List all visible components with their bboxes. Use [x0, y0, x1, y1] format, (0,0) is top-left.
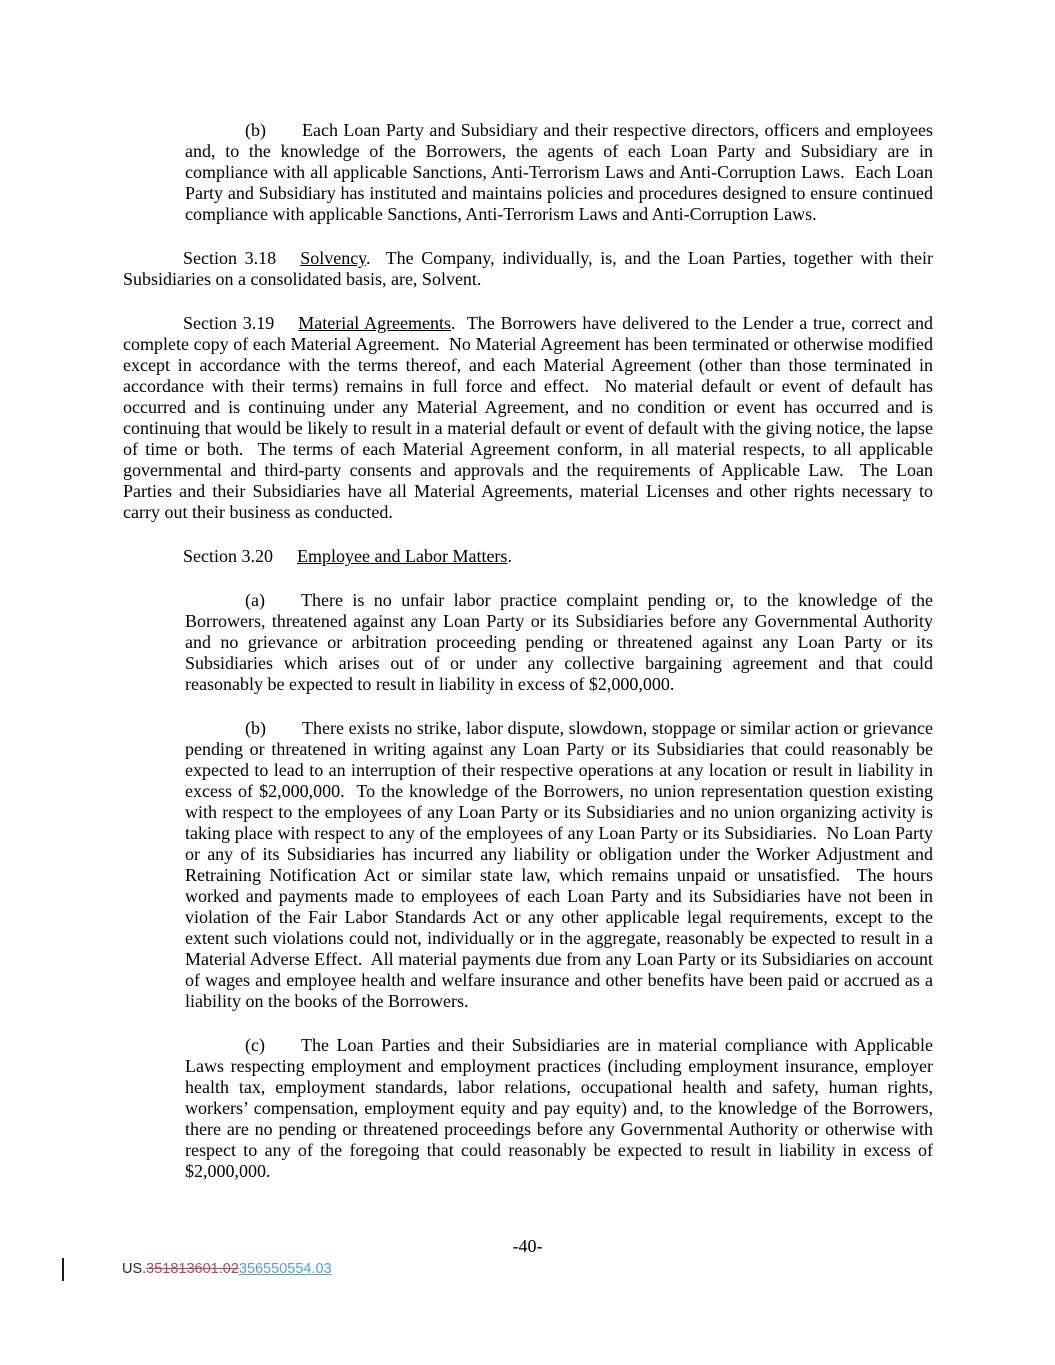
paragraph-text: The Company, individually, is, and the Loan Parties, together with their Subsidiaries on a consolidated basis, are, Solvent.: [123, 248, 933, 289]
sub-paragraph: [123, 590, 933, 695]
document-body: [123, 120, 933, 1205]
paragraph-label: (b): [245, 718, 266, 738]
paragraph-label: (a): [245, 590, 265, 610]
paragraph-text: There exists no strike, labor dispute, slowdown, stoppage or similar action or grievance pending or threatened in writing against any Loan Party or its Subsidiaries that could reasonably be expected to lead to an interruption of their respective operations at any location or result in liability in excess of $2,000,000. To the knowledge of the Borrowers, no union representation question existing with respect to the employees of any Loan Party or its Subsidiaries and no union organizing activity is taking place with respect to any of the employees of any Loan Party or its Subsidiaries. No Loan Party or any of its Subsidiaries has incurred any liability or obligation under the Worker Adjustment and Retraining Notification Act or similar state law, which remains unpaid or unsatisfied. The hours worked and payments made to employees of each Loan Party and its Subsidiaries have not been in violation of the Fair Labor Standards Act or any other applicable legal requirements, except to the extent such violations could not, individually or in the aggregate, reasonably be expected to result in a Material Adverse Effect. All material payments due from any Loan Party or its Subsidiaries on account of wages and employee health and welfare insurance and other benefits have been paid or accrued as a liability on the books of the Borrowers.: [185, 718, 933, 1011]
paragraph-label: Section 3.18: [183, 248, 277, 268]
sub-paragraph: [123, 718, 933, 1012]
page-number: -40-: [512, 1236, 543, 1256]
paragraph-text: There is no unfair labor practice complaint pending or, to the knowledge of the Borrowers, threatened against any Loan Party or its Subsidiaries before any Governmental Authority and no grievance or arbitration proceeding pending or threatened against any Loan Party or its Subsidiaries which arises out of or under any collective bargaining agreement and that could reasonably be expected to result in liability in excess of $2,000,000.: [185, 590, 933, 694]
revision-change-bar-icon: [62, 1258, 64, 1281]
doc-id-inserted-number: 356550554.03: [238, 1261, 332, 1277]
paragraph-label: Section 3.20: [183, 546, 273, 566]
section-paragraph: Section 3.19 Material Agreements. The Borrowers have delivered to the Lender a true, correct and complete copy of each Material Agreement. No Material Agreement has been terminated or otherwise modified except in accordance with the terms thereof, and each Material Agreement (other than those terminated in accordance with their terms) remains in full force and effect. No material default or event of default has occurred and is continuing under any Material Agreement, and no condition or event has occurred and is continuing that would be likely to result in a material default or event of default with the giving notice, the lapse of time or both. The terms of each Material Agreement conform, in all material respects, to all applicable governmental and third-party consents and approvals and the requirements of Applicable Law. The Loan Parties and their Subsidiaries have all Material Agreements, material Licenses and other rights necessary to carry out their business as conducted.: [123, 313, 934, 522]
paragraph-label: (c): [245, 1035, 265, 1055]
paragraph-text: The Borrowers have delivered to the Lender a true, correct and complete copy of each Material Agreement. No Material Agreement has been terminated or otherwise modified except in accordance with the terms thereof, and each Material Agreement (other than those terminated in accordance with their terms) remains in full force and effect. No material default or event of default has occurred and is continuing under any Material Agreement, and no condition or event has occurred and is continuing that would be likely to result in a material default or event of default with the giving notice, the lapse of time or both. The terms of each Material Agreement conform, in all material respects, to all applicable governmental and third-party consents and approvals and the requirements of Applicable Law. The Loan Parties and their Subsidiaries have all Material Agreements, material Licenses and other rights necessary to carry out their business as conducted.: [123, 313, 934, 522]
paragraph-label: Section 3.19: [183, 313, 275, 333]
section-heading: Solvency: [300, 248, 367, 268]
section-paragraph: Section 3.20 Employee and Labor Matters.: [183, 546, 512, 566]
paragraph-label: (b): [245, 120, 266, 140]
document-id-footer: [122, 1261, 332, 1277]
section-heading: Employee and Labor Matters: [297, 546, 508, 566]
section-heading: Material Agreements: [298, 313, 452, 333]
paragraph-text: The Loan Parties and their Subsidiaries are in material compliance with Applicable Laws respecting employment and employment practices (including employment insurance, employer health tax, employment standards, labor relations, occupational health and safety, human rights, workers’ compensation, employment equity and pay equity) and, to the knowledge of the Borrowers, there are no pending or threatened proceedings before any Governmental Authority or otherwise with respect to any of the foregoing that could reasonably be expected to result in liability in excess of $2,000,000.: [185, 1035, 933, 1181]
section-paragraph: Section 3.18 Solvency. The Company, individually, is, and the Loan Parties, together with their Subsidiaries on a consolidated basis, are, Solvent.: [123, 248, 933, 289]
paragraph-text: Each Loan Party and Subsidiary and their respective directors, officers and employees and, to the knowledge of the Borrowers, the agents of each Loan Party and Subsidiary are in compliance with all applicable Sanctions, Anti-Terrorism Laws and Anti-Corruption Laws. Each Loan Party and Subsidiary has instituted and maintains policies and procedures designed to ensure continued compliance with applicable Sanctions, Anti-Terrorism Laws and Anti-Corruption Laws.: [185, 120, 933, 224]
sub-paragraph: [123, 120, 933, 225]
doc-id-prefix: US.: [122, 1261, 147, 1277]
sub-paragraph: [123, 1035, 933, 1182]
doc-id-deleted-number: 351813601.02: [146, 1261, 239, 1277]
